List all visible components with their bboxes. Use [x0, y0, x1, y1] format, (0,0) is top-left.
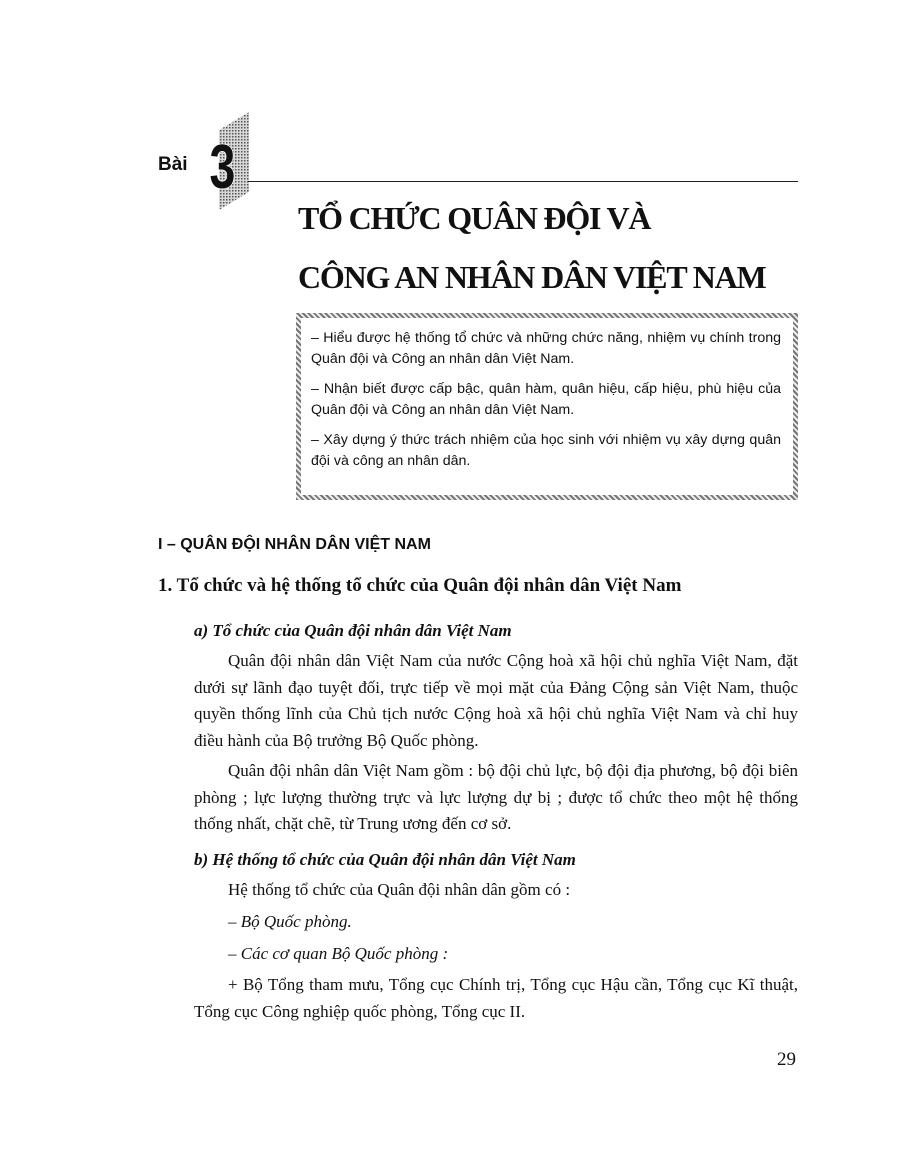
- list-item: – Bộ Quốc phòng.: [228, 912, 352, 931]
- list-item: – Các cơ quan Bộ Quốc phòng :: [228, 944, 449, 963]
- header-rule: [248, 181, 798, 182]
- lesson-title-line-1: TỔ CHỨC QUÂN ĐỘI VÀ: [298, 200, 651, 236]
- objectives-box: [296, 313, 798, 500]
- part-b-heading: b) Hệ thống tổ chức của Quân đội nhân dân Việt Nam: [194, 850, 576, 869]
- page-number: 29: [777, 1049, 796, 1070]
- objective-item: – Xây dựng ý thức trách nhiệm của học sinh với nhiệm vụ xây dựng quân đội và công an nhân dân.: [311, 432, 781, 469]
- section-title: I – QUÂN ĐỘI NHÂN DÂN VIỆT NAM: [158, 536, 431, 553]
- lesson-title-line-2: CÔNG AN NHÂN DÂN VIỆT NAM: [298, 259, 766, 295]
- objective-item: – Nhận biết được cấp bậc, quân hàm, quân hiệu, cấp hiệu, phù hiệu của Quân đội và Công an nhân dân Việt Nam.: [311, 381, 781, 418]
- paragraph: Quân đội nhân dân Việt Nam gồm : bộ đội chủ lực, bộ đội địa phương, bộ đội biên phòng ; lực lượng thường trực và lực lượng dự bị ; được tổ chức theo một hệ thống thống nhất, chặt chẽ, từ Trung ương đến cơ sở.: [194, 761, 798, 833]
- objective-item: – Hiểu được hệ thống tổ chức và những chức năng, nhiệm vụ chính trong Quân đội và Công an nhân dân Việt Nam.: [311, 330, 781, 367]
- lesson-label: Bài: [158, 154, 188, 175]
- paragraph: Quân đội nhân dân Việt Nam của nước Cộng hoà xã hội chủ nghĩa Việt Nam, đặt dưới sự lãnh đạo tuyệt đối, trực tiếp về mọi mặt của Đảng Cộng sản Việt Nam, thuộc quyền thống lĩnh của Chủ tịch nước Cộng hoà xã hội chủ nghĩa Việt Nam và chỉ huy điều hành của Bộ trưởng Bộ Quốc phòng.: [194, 651, 798, 750]
- lesson-number-badge: [205, 112, 251, 210]
- part-a-heading: a) Tổ chức của Quân đội nhân dân Việt Nam: [194, 621, 512, 640]
- lesson-number: 3: [209, 131, 236, 202]
- list-item: + Bộ Tổng tham mưu, Tổng cục Chính trị, Tổng cục Hậu cần, Tổng cục Kĩ thuật, Tổng cục Công nghiệp quốc phòng, Tổng cục II.: [194, 975, 798, 1021]
- subsection-title: 1. Tổ chức và hệ thống tổ chức của Quân đội nhân dân Việt Nam: [158, 575, 682, 596]
- list-intro: Hệ thống tổ chức của Quân đội nhân dân gồm có :: [228, 880, 571, 899]
